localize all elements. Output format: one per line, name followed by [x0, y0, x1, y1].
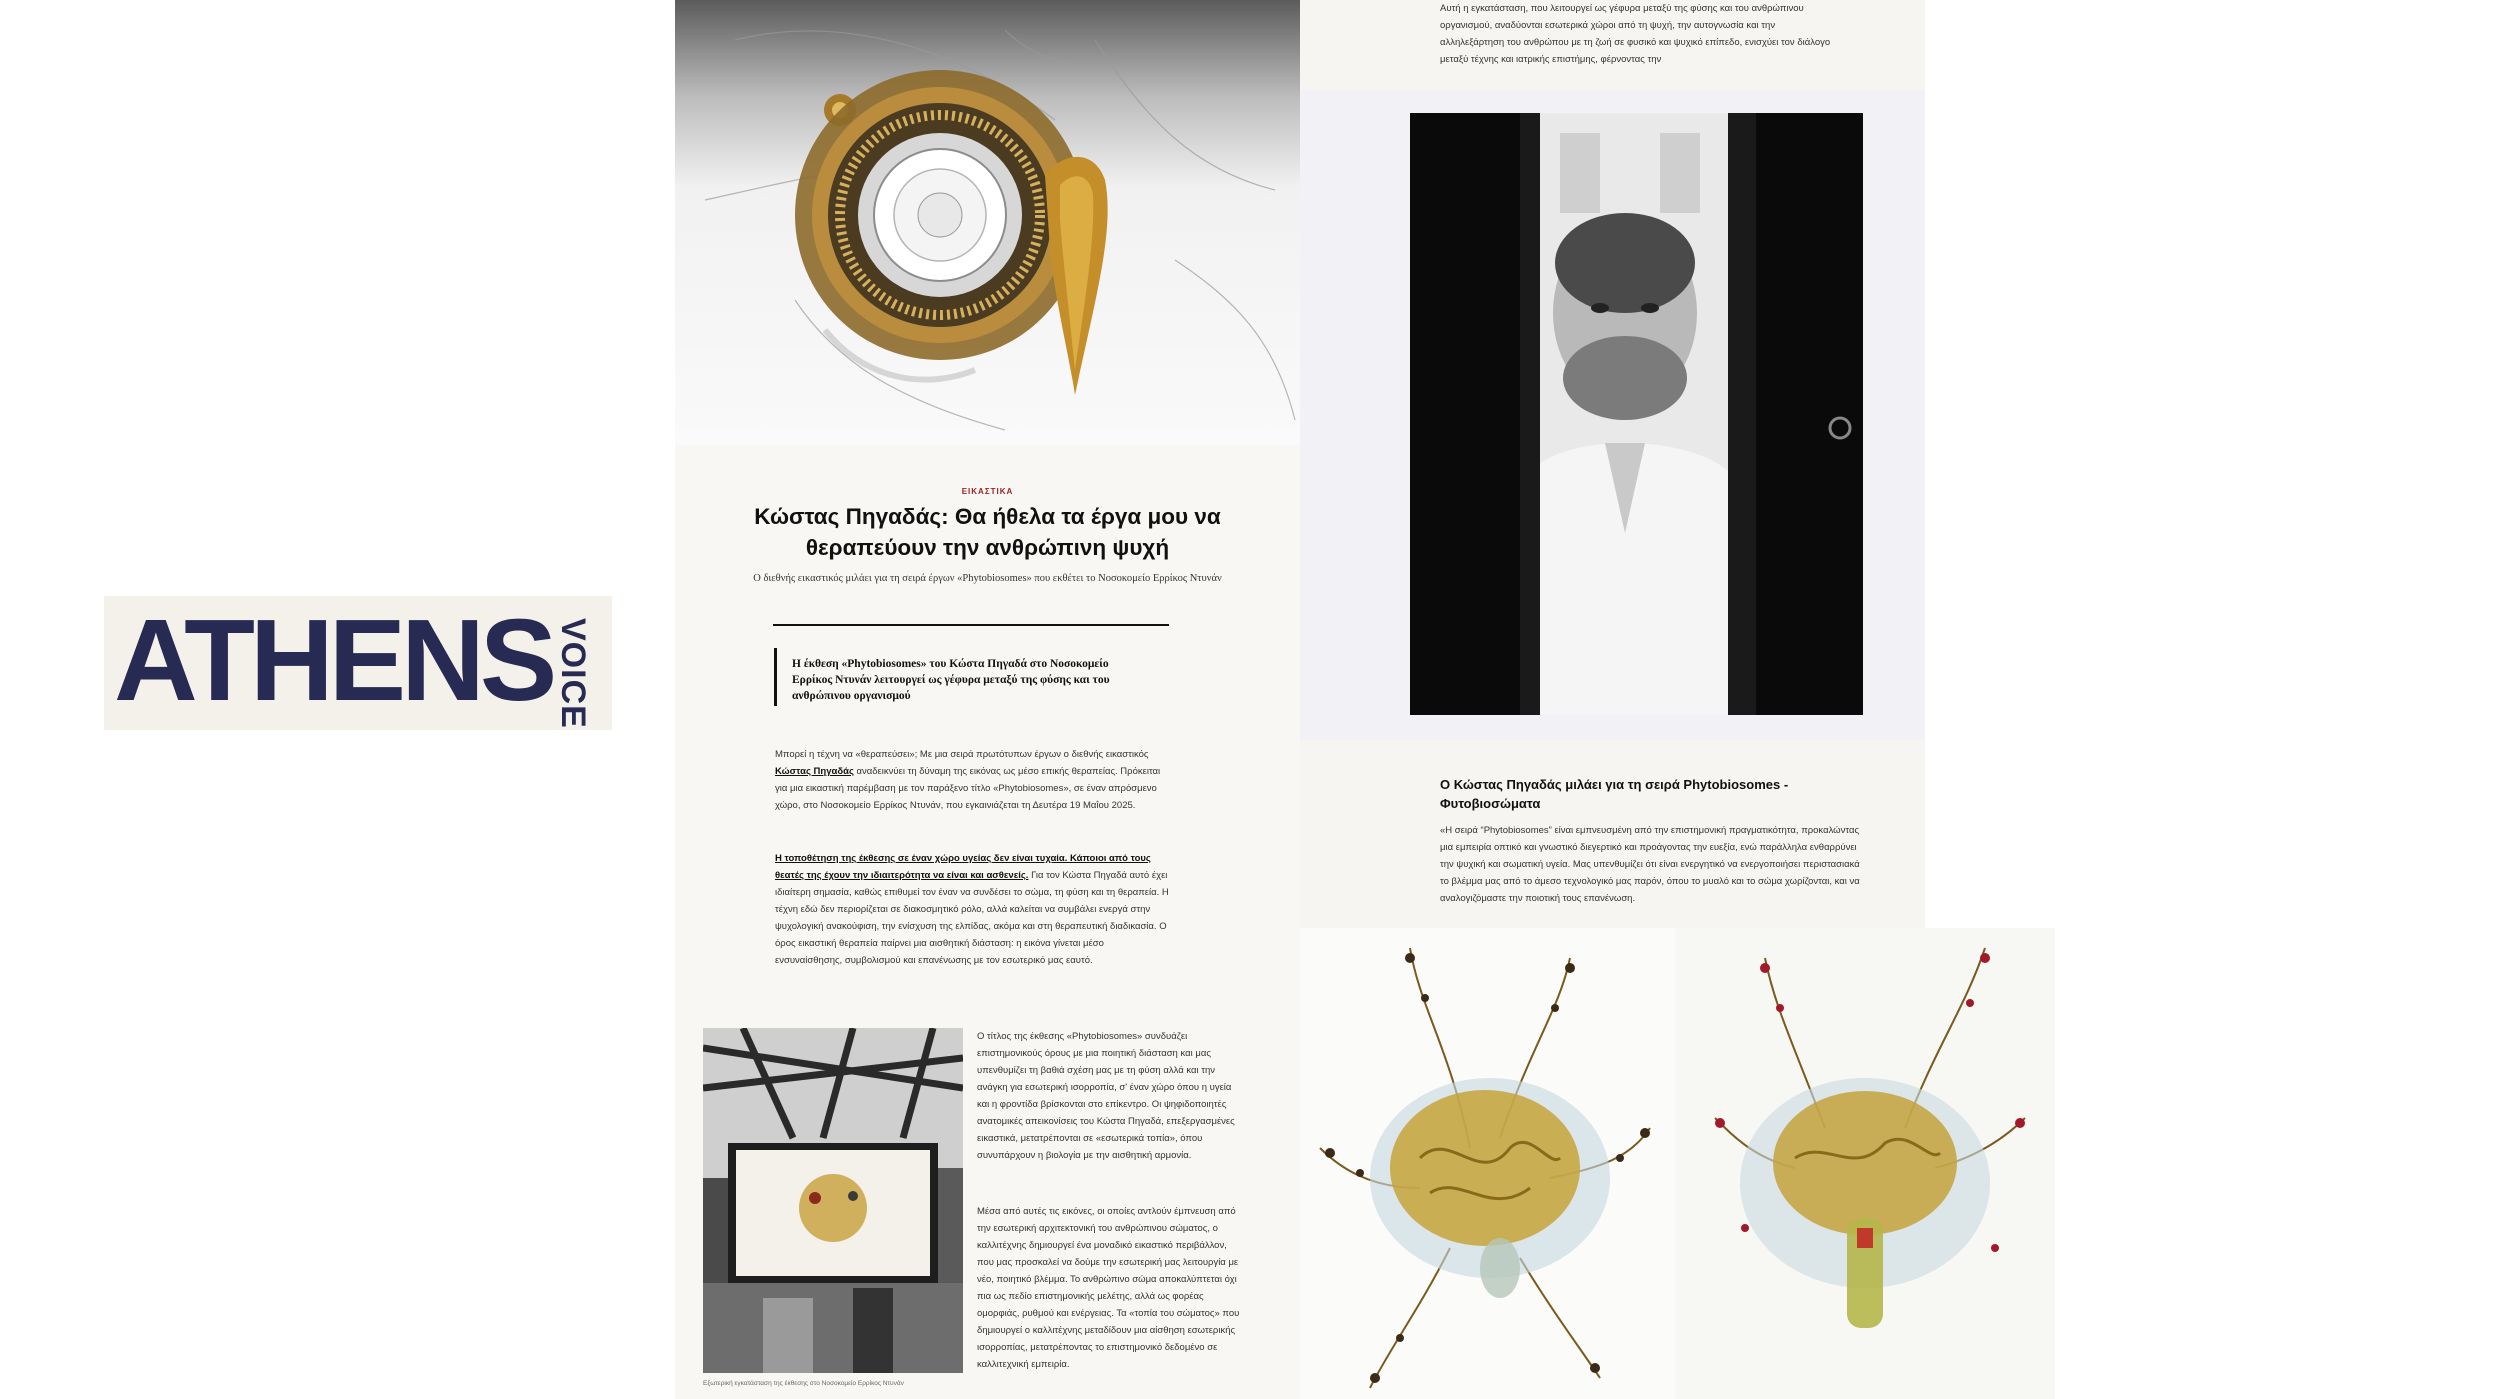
- paragraph-text: Για τον Κώστα Πηγαδά αυτό έχει ιδιαίτερη σημασία, καθώς επιθυμεί τον έναν να συνδέσει το σώμα, τη φύση και τη θεραπεία. Η τέχνη εδώ δεν περιορίζεται σε διακοσμητικό ρόλο, αλλά καλείται να συμβάλει ενεργά στην ψυχολογική ανακούφιση, την ενίσχυση της ελπίδας, ακόμα και στη θεραπευτική διαδικασία. Ο όρος εικαστική θεραπεία παίρνει μια αισθητική διάσταση: η εικόνα γίνεται μέσο ενσυναίσθησης, συμβολισμού και επανένωσης με τον εσωτερικό μας εαυτό.: [775, 870, 1169, 966]
- brain-artwork-image-2: [1675, 928, 2055, 1399]
- logo-voice-label: VOICE: [554, 618, 592, 729]
- logo-wordmark: ATHENS: [114, 595, 553, 725]
- article-subtitle: Ο διεθνής εικαστικός μιλάει για τη σειρά έργων «Phytobiosomes» που εκθέτει το Νοσοκομείο Ερρίκος Ντυνάν: [753, 573, 1222, 584]
- article-category[interactable]: ΕΙΚΑΣΤΙΚΑ: [961, 487, 1014, 496]
- athens-voice-logo[interactable]: [104, 596, 612, 730]
- article-title: Κώστας Πηγαδάς: Θα ήθελα τα έργα μου να θεραπεύουν την ανθρώπινη ψυχή: [754, 504, 1221, 560]
- divider: [773, 624, 1169, 626]
- paragraph-text: Μπορεί η τέχνη να «θεραπεύσει»; Με μια σειρά πρωτότυπων έργων ο διεθνής εικαστικός: [775, 749, 1149, 760]
- paragraph-text: αναδεικνύει τη δύναμη της εικόνας ως μέσο επικής θεραπείας. Πρόκειται για μια εικαστική παρέμβαση με τον παράξενο τίτλο «Phytobiosomes», σε έναν απρόσμενο χώρο, στο Νοσοκομείο Ερρίκος Ντυνάν, που εγκαινιάζεται τη Δευτέρα 19 Μαΐου 2025.: [775, 766, 1161, 811]
- article-paragraph-3: Ο τίτλος της έκθεσης «Phytobiosomes» συνδυάζει επιστημονικούς όρους με μια ποιητική διάσταση και μας υπενθυμίζει τη βαθιά σχέση μας με τη φύση αλλά και την ανάγκη για εσωτερική ισορροπία, σ' έναν χώρο όπου η υγεία και η φροντίδα βρίσκονται στο επίκεντρο. Οι ψηφιδοποιητές ανατομικές απεικονίσεις του Κώστα Πηγαδά, επεξεργασμένες εικαστικά, μετατρέπονται σε «εσωτερικά τοπία», όπου συνυπάρχουν η βιολογία με την αισθητική αρμονία.: [977, 1031, 1235, 1161]
- highlight-link[interactable]: Η τοποθέτηση της έκθεσης σε έναν χώρο υγείας δεν είναι τυχαία. Κάποιοι από τους θεατές της έχουν την ιδιαιτερότητα να είναι και ασθενείς.: [775, 853, 1151, 881]
- exhibition-building-photo: [703, 1028, 963, 1373]
- hero-artwork-image: [675, 0, 1300, 445]
- continued-paragraph: Αυτή η εγκατάσταση, που λειτουργεί ως γέφυρα μεταξύ της φύσης και του ανθρώπινου οργανισμού, αναδύονται εσωτερικά χώροι από τη ψυχή, την αυτογνωσία και την αλληλεξάρτηση του ανθρώπου με τη ζωή σε φυσικό και ψυχικό επίπεδο, ενισχύει τον διάλογο μεταξύ τέχνης και ιατρικής επιστήμης, φέρνοντας την: [1440, 3, 1831, 65]
- artist-link[interactable]: Κώστας Πηγαδάς: [775, 766, 854, 777]
- article-paragraph-2: [775, 850, 1170, 969]
- artist-portrait-photo: [1410, 113, 1863, 715]
- pull-quote: Η έκθεση «Phytobiosomes» του Κώστα Πηγαδά στο Νοσοκομείο Ερρίκος Ντυνάν λειτουργεί ως γέφυρα μεταξύ της φύσης και του ανθρώπινου οργανισμού: [792, 658, 1110, 702]
- brain-artwork-image-1: [1300, 928, 1675, 1399]
- interview-paragraph: «Η σειρά “Phytobiosomes” είναι εμπνευσμένη από την επιστημονική πραγματικότητα, προκαλώντας μια εμπειρία οπτικό και γνωστικό διεγερτικό και προάγοντας την ευεξία, ενώ παράλληλα ενθαρρύνει την ψυχική και σωματική υγεία. Μας υπενθυμίζει ότι είναι ενεργητικό να ενεργοποιήσει περιστασιακά το βλέμμα μας από το άμεσο τεχνολογικό μας παρόν, όπου το μυαλό και το σώμα χωρίζονται, και να αναλογιζόμαστε την ποιοτική τους επανένωση.: [1440, 825, 1860, 904]
- section-heading: Ο Κώστας Πηγαδάς μιλάει για τη σειρά Phytobiosomes - Φυτοβιοσώματα: [1440, 777, 1789, 811]
- article-paragraph-1: [775, 746, 1170, 814]
- article-paragraph-4: Μέσα από αυτές τις εικόνες, οι οποίες αντλούν έμπνευση από την εσωτερική αρχιτεκτονική του ανθρώπινου σώματος, ο καλλιτέχνης δημιουργεί ένα μοναδικό εικαστικό περιβάλλον, που μας προσκαλεί να δούμε την εσωτερική μας λειτουργία με νέο, ποιητικό βλέμμα. Το ανθρώπινο σώμα αποκαλύπτεται όχι πια ως πεδίο επιστημονικής μελέτης, αλλά ως φορέας ομορφιάς, ρυθμού και ενέργειας. Τα «τοπία του σώματος» που δημιουργεί ο καλλιτέχνης μεταδίδουν μια αίσθηση εσωτερικής ισορροπίας, μετατρέποντας το επιστημονικό δεδομένο σε καλλιτεχνική εμπειρία.: [977, 1206, 1240, 1370]
- photo-caption: Εξωτερική εγκατάσταση της έκθεσης στο Νοσοκομείο Ερρίκος Ντυνάν: [703, 1380, 904, 1387]
- quote-bar: [774, 648, 777, 706]
